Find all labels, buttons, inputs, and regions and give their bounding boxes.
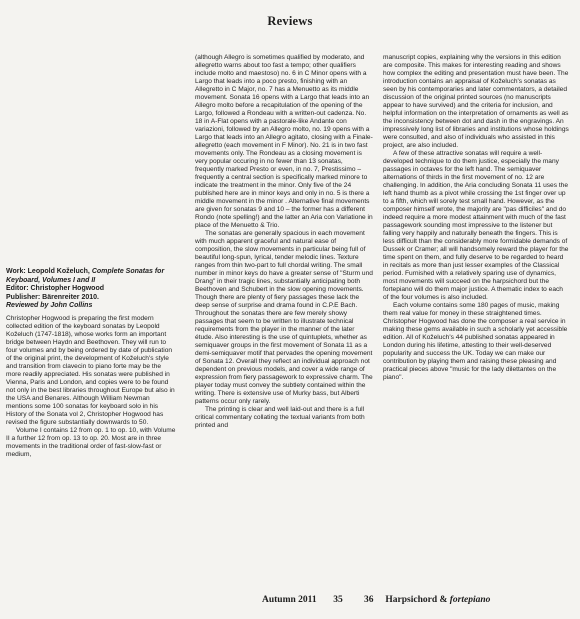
editor-line: Editor: Christopher Hogwood <box>6 285 104 292</box>
paragraph: A few of these attractive sonatas will require a well-developed technique to do them justice, especially the many passages in octaves for the left hand. The semiquaver alternations of thirds in the first movement of no. 12 are challenging. In addition, the Aria concluding Sonata 11 uses the left hand thumb as a pivot while crossing the 1st finger over up to a fifth, which will sorely test small hand. However, as the composer himself wrote, the majority are "pas difficiles" and do indeed require a more modest attainment with much of the fast passagework sounding most impressive to the listener but falling very happily and naturally beneath the fingers. This is less difficult than the considerably more formidable demands of Dussek or Cramer; all will handsomely reward the player for the time spent on them, and fully deserve to be regarded to heard in recitals as more than just lesser examples of the Classical period. Furnished with a relatively sparing use of dynamics, most movements will succeed on the harpsichord but the fortepiano will do them major justice. A thematic index to each of the four volumes is also included. <box>383 150 569 301</box>
footer-left <box>262 595 343 605</box>
work-title-line <box>6 268 176 285</box>
page-number-left: 35 <box>333 595 343 605</box>
paragraph: Volume I contains 12 from op. 1 to op. 10, with Volume II a further 12 from op. 13 to op. 20. Most are in three movements in the traditional order of fast-slow-fast or medium, <box>6 426 176 458</box>
issue-label: Autumn 2011 <box>262 595 317 605</box>
column-middle <box>195 54 373 430</box>
paragraph: The sonatas are generally spacious in each movement with much apparent graceful and natural ease of composition, the slow movements in particular being full of beautiful long-spun, lyrical, tender melodic lines. Texture ranges from thin two-part to full chordal writing. The small number in minor keys do have a greater sense of "Sturm und Drang" in their tragic lines, substantially anticipating both Beethoven and Schubert in the slow opening movements. Though there are plenty of fiery passages these lack the deep sense of surprise and drama found in C.P.E Bach. Throughout the sonatas there are few merely showy passages that seem to be written to illustrate technical requirements from the player in the manner of the later étude. Also interesting is the use of quintuplets, whether as semiquaver groups in the first movement of Sonata 11 as a demi-semiquaver motif that pervades the opening movement of Sonata 12. Overall they reflect an individual approach not dependent on previous models, and cover a wide range of expression from fiery passagework to expressive charm. The player today must convey the subtlety contained within the writing. There is extensive use of Murky bass, but Alberti patterns occur only rarely. <box>195 230 373 405</box>
column-left <box>6 268 176 459</box>
publisher-line: Publisher: Bärenreiter 2010. <box>6 293 99 301</box>
footer-right <box>364 595 490 605</box>
paragraph: Each volume contains some 180 pages of music, making them real value for money in these straightened times. Christopher Hogwood has done the composer a real service in making these gems available in such a scholarly yet accessible edition. All of Koželuch's 44 published sonatas appeared in London during his lifetime, attesting to their well-deserved popularity and success the UK. Today we can make our contribution by playing them and raising these pleasing and practical pieces above "music for the lady dilettantes on the piano". <box>383 302 568 381</box>
column-right <box>383 54 569 382</box>
paragraph: The printing is clear and well laid-out and there is a full critical commentary collating the textual variants from both printed and <box>195 406 365 429</box>
work-info <box>6 268 176 311</box>
paragraph: manuscript copies, explaining why the versions in this edition are composite. This makes for interesting reading and shows how complex the editing and presentation must have been. The introduction contains an appraisal of Koželuch's sonatas as seen by his contemporaries and later commentators, a detailed discussion of the original printed sources (no manuscripts appear to have survived) and the criteria for inclusion, and helpful information on the interpretation of ornaments as well as the inconsistency between dot and dash in the engravings. An impressively long list of libraries and institutions whose holdings were consulted, and also of individuals who assisted in this project, are also included. <box>383 54 569 149</box>
paragraph: (although Allegro is sometimes qualified by moderato, and allegretto warns about too fast a tempo; other qualifiers include molto and maestoso) no. 6 in C Minor opens with a Largo that leads into a poco presto, finishing with an Allegretto in C Major, no. 7 has a Menuetto as its middle movement. Sonata 16 opens with a Largo that leads into an Allegro molto before a recapitulation of the opening of the Largo, followed a Rondeau with a written-out cadenza. No. 18 in A-Flat opens with a pastorale-like Andante con variazioni, followed by an Allegro molto, no. 19 opens with a Largo that leads into an Allegro agitato, closing with a Finale-allegretto (each movement in F Minor). No. 21 is in two fast movements only. The Rondeau as a closing movement is very popular occuring in no fewer than 13 sonatas, frequently marked Presto or even, in no. 7, Prestissimo – frequently a central section is specifically marked minore to indicate the treatment in the minor. Only five of the 24 published here are in minor keys and only in no. 5 is there a middle movement in the minor . Alternative final movements are given for sonatas 9 and 10 – the former has a different Rondo (note spelling!) and the latter an Aria con Variatione in place of the Menuetto & Trio. <box>195 54 373 229</box>
page-header: Reviews <box>267 14 313 28</box>
work-title: Complete Sonatas for Keyboard, Volumes I and II <box>6 268 165 284</box>
magazine-name: Harpsichord & <box>385 595 450 605</box>
magazine-name-italic: fortepiano <box>449 595 491 605</box>
work-label: Work: Leopold Koželuch, <box>6 268 92 275</box>
page-number-right: 36 <box>364 595 374 605</box>
paragraph: Christopher Hogwood is preparing the first modern collected edition of the keyboard sonatas by Leopold Koželuch (1747-1818), whose works form an important bridge between Haydn and Beethoven. They will run to four volumes and by being ordered by date of publication of the original print, the development of Koželuch's style and transition from clavecin to piano forte may be the more readily appreciated. His sonatas were published in Vienna, Paris and London, and copies were to be found not only in the best libraries throughout Europe but also in the USA and Benares. Although William Newman mentions some 100 sonatas for keyboard solo in his History of the Sonata vol 2, Christopher Hogwood has revised the figure substantially downwards to 50. <box>6 314 175 426</box>
reviewer-line: Reviewed by John Collins <box>6 302 93 309</box>
